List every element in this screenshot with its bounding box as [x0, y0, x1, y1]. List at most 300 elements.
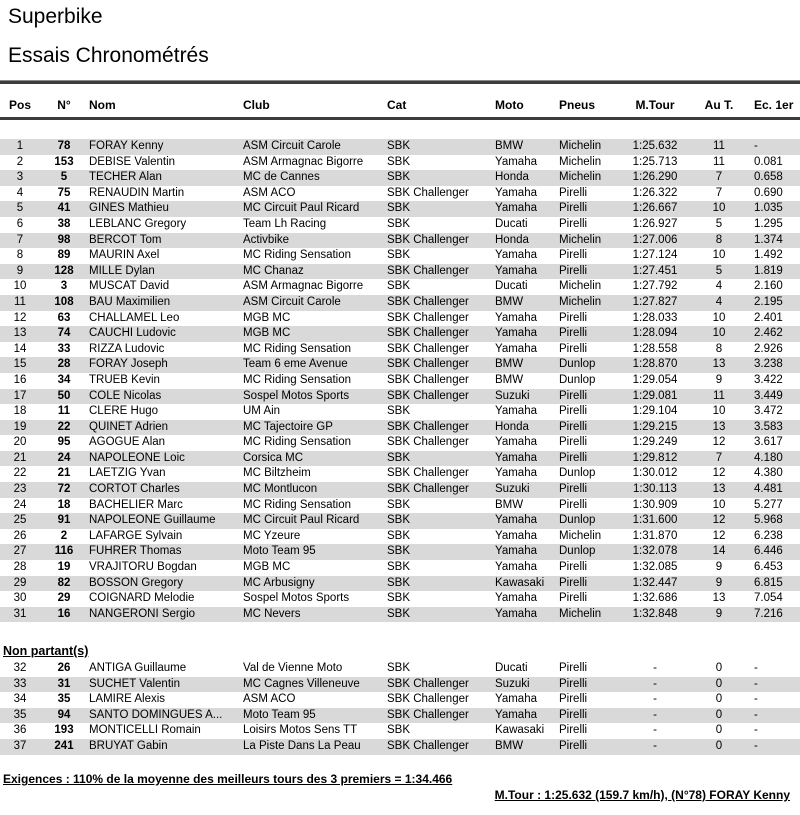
cell-ec: 1.374 — [754, 233, 783, 246]
header-row — [0, 98, 800, 119]
cell-pneus: Pirelli — [559, 451, 588, 464]
cell-pneus: Michelin — [559, 607, 602, 620]
cell-club: MC Biltzheim — [243, 467, 311, 480]
cell-nom: MONTICELLI Romain — [89, 724, 201, 737]
cell-nom: CORTOT Charles — [89, 483, 180, 496]
cell-cat: SBK — [387, 155, 411, 168]
table-row — [0, 186, 800, 202]
non-partants-label: Non partant(s) — [3, 644, 89, 658]
cell-nom: BRUYAT Gabin — [89, 739, 168, 752]
cell-club: MC Riding Sensation — [243, 436, 352, 449]
cell-num: 128 — [54, 264, 74, 277]
non-partants-table — [0, 661, 800, 755]
cell-ec: 2.926 — [754, 342, 783, 355]
col-header-pneus: Pneus — [559, 98, 596, 112]
cell-pos: 19 — [13, 420, 27, 433]
cell-num: 33 — [57, 342, 71, 355]
cell-aut: 10 — [712, 311, 726, 324]
cell-ec: 0.690 — [754, 186, 783, 199]
cell-club: ASM ACO — [243, 186, 296, 199]
cell-mtour: 1:29.812 — [632, 451, 678, 464]
cell-pneus: Dunlop — [559, 545, 596, 558]
cell-aut: 0 — [715, 662, 723, 674]
col-header-nom: Nom — [89, 98, 116, 112]
col-header-cat: Cat — [387, 98, 407, 112]
cell-pos: 34 — [13, 693, 27, 706]
cell-num: 153 — [54, 155, 74, 168]
cell-cat: SBK — [387, 662, 411, 674]
cell-pos: 32 — [13, 662, 27, 674]
cell-ec: - — [754, 693, 758, 706]
cell-mtour: 1:31.600 — [632, 514, 678, 527]
cell-nom: BOSSON Gregory — [89, 576, 183, 589]
cell-num: 19 — [57, 561, 71, 574]
cell-aut: 9 — [715, 607, 723, 620]
cell-aut: 13 — [712, 483, 726, 496]
cell-mtour: 1:28.870 — [632, 358, 678, 371]
table-header — [0, 98, 800, 120]
cell-cat: SBK — [387, 280, 411, 293]
cell-moto: Yamaha — [495, 545, 537, 558]
cell-cat: SBK Challenger — [387, 420, 469, 433]
cell-ec: 6.446 — [754, 545, 783, 558]
cell-ec: - — [754, 140, 758, 152]
cell-aut: 9 — [715, 373, 723, 386]
cell-aut: 0 — [715, 724, 723, 737]
cell-mtour: 1:26.927 — [632, 217, 678, 230]
cell-ec: 7.216 — [754, 607, 783, 620]
cell-pos: 5 — [16, 202, 24, 215]
cell-cat: SBK — [387, 498, 411, 511]
cell-num: 95 — [57, 436, 71, 449]
cell-nom: FORAY Kenny — [89, 140, 164, 152]
cell-cat: SBK — [387, 607, 411, 620]
cell-pneus: Michelin — [559, 171, 602, 184]
cell-cat: SBK — [387, 545, 411, 558]
cell-pos: 30 — [13, 592, 27, 605]
cell-club: Loisirs Motos Sens TT — [243, 724, 358, 737]
cell-nom: RENAUDIN Martin — [89, 186, 185, 199]
cell-pos: 17 — [13, 389, 27, 402]
cell-moto: Honda — [495, 420, 529, 433]
cell-pos: 2 — [16, 155, 24, 168]
cell-pneus: Michelin — [559, 295, 602, 308]
cell-moto: Yamaha — [495, 436, 537, 449]
cell-nom: DEBISE Valentin — [89, 155, 176, 168]
cell-moto: Suzuki — [495, 389, 530, 402]
cell-mtour: 1:32.686 — [632, 592, 678, 605]
cell-pos: 31 — [13, 607, 27, 620]
table-row — [0, 217, 800, 233]
cell-club: ASM Circuit Carole — [243, 295, 341, 308]
cell-ec: 3.583 — [754, 420, 783, 433]
cell-mtour: 1:32.085 — [632, 561, 678, 574]
cell-cat: SBK Challenger — [387, 327, 469, 340]
cell-club: Sospel Motos Sports — [243, 592, 350, 605]
cell-nom: LEBLANC Gregory — [89, 217, 187, 230]
cell-num: 89 — [57, 249, 71, 262]
cell-club: Activbike — [243, 233, 290, 246]
cell-nom: LAFARGE Sylvain — [89, 529, 183, 542]
col-header-mtour: M.Tour — [635, 98, 675, 112]
cell-pos: 15 — [13, 358, 27, 371]
table-row — [0, 482, 800, 498]
cell-moto: Kawasaki — [495, 724, 545, 737]
cell-pos: 6 — [16, 217, 24, 230]
cell-moto: Yamaha — [495, 249, 537, 262]
cell-pos: 13 — [13, 327, 27, 340]
cell-moto: Yamaha — [495, 693, 537, 706]
cell-club: MC Arbusigny — [243, 576, 315, 589]
cell-pneus: Pirelli — [559, 186, 588, 199]
cell-aut: 12 — [712, 436, 726, 449]
cell-pneus: Pirelli — [559, 311, 588, 324]
cell-cat: SBK — [387, 202, 411, 215]
cell-club: UM Ain — [243, 405, 281, 418]
cell-cat: SBK — [387, 514, 411, 527]
cell-num: 34 — [57, 373, 71, 386]
cell-pos: 23 — [13, 483, 27, 496]
table-row — [0, 591, 800, 607]
cell-mtour: 1:26.290 — [632, 171, 678, 184]
cell-ec: 4.180 — [754, 451, 783, 464]
table-row — [0, 389, 800, 405]
cell-moto: Honda — [495, 171, 529, 184]
cell-club: MC Nevers — [243, 607, 301, 620]
cell-club: MC Riding Sensation — [243, 373, 352, 386]
cell-pneus: Pirelli — [559, 662, 588, 674]
cell-mtour: 1:29.104 — [632, 405, 678, 418]
best-lap-note: M.Tour : 1:25.632 (159.7 km/h), (N°78) FORAY Kenny — [494, 788, 790, 802]
cell-cat: SBK Challenger — [387, 373, 469, 386]
cell-nom: COLE Nicolas — [89, 389, 162, 402]
cell-cat: SBK Challenger — [387, 342, 469, 355]
cell-ec: 4.481 — [754, 483, 783, 496]
cell-club: Moto Team 95 — [243, 545, 316, 558]
cell-cat: SBK Challenger — [387, 739, 469, 752]
table-row — [0, 311, 800, 327]
cell-cat: SBK Challenger — [387, 358, 469, 371]
cell-cat: SBK — [387, 561, 411, 574]
cell-aut: 11 — [713, 155, 725, 168]
cell-pneus: Michelin — [559, 233, 602, 246]
cell-ec: 2.195 — [754, 295, 783, 308]
cell-aut: 10 — [712, 249, 726, 262]
cell-nom: RIZZA Ludovic — [89, 342, 165, 355]
table-row — [0, 498, 800, 514]
cell-mtour: - — [653, 724, 657, 737]
cell-mtour: 1:31.870 — [632, 529, 678, 542]
cell-cat: SBK Challenger — [387, 295, 469, 308]
cell-pos: 12 — [13, 311, 27, 324]
table-row — [0, 201, 800, 217]
cell-nom: TRUEB Kevin — [89, 373, 160, 386]
cell-moto: BMW — [495, 739, 524, 752]
col-header-moto: Moto — [495, 98, 524, 112]
cell-aut: 12 — [712, 467, 726, 480]
cell-cat: SBK Challenger — [387, 708, 469, 721]
cell-pos: 36 — [13, 724, 27, 737]
cell-cat: SBK — [387, 724, 411, 737]
col-header-ec: Ec. 1er — [754, 98, 794, 112]
cell-club: MC Yzeure — [243, 529, 301, 542]
cell-pos: 18 — [13, 405, 27, 418]
cell-nom: BERCOT Tom — [89, 233, 162, 246]
cell-num: 2 — [60, 529, 68, 542]
cell-ec: 3.472 — [754, 405, 783, 418]
cell-ec: 6.238 — [754, 529, 783, 542]
cell-ec: - — [754, 662, 758, 674]
table-row — [0, 233, 800, 249]
cell-cat: SBK — [387, 451, 411, 464]
cell-pneus: Pirelli — [559, 264, 588, 277]
cell-nom: SUCHET Valentin — [89, 677, 180, 690]
cell-pos: 27 — [13, 545, 27, 558]
cell-pneus: Pirelli — [559, 420, 588, 433]
table-row — [0, 544, 800, 560]
cell-num: 11 — [57, 405, 71, 418]
cell-num: 72 — [57, 483, 71, 496]
cell-moto: Yamaha — [495, 561, 537, 574]
cell-moto: Yamaha — [495, 529, 537, 542]
results-table — [0, 139, 800, 622]
cell-moto: Kawasaki — [495, 576, 545, 589]
cell-mtour: 1:32.078 — [632, 545, 678, 558]
cell-cat: SBK — [387, 249, 411, 262]
table-row — [0, 326, 800, 342]
cell-nom: VRAJITORU Bogdan — [89, 561, 197, 574]
cell-aut: 13 — [712, 592, 726, 605]
cell-pneus: Michelin — [559, 140, 602, 152]
cell-moto: BMW — [495, 140, 524, 152]
table-row — [0, 264, 800, 280]
cell-club: MC Montlucon — [243, 483, 318, 496]
cell-pos: 28 — [13, 561, 27, 574]
top-divider — [0, 80, 800, 84]
cell-ec: 0.658 — [754, 171, 783, 184]
cell-mtour: 1:25.713 — [632, 155, 678, 168]
cell-cat: SBK — [387, 140, 411, 152]
cell-pneus: Pirelli — [559, 739, 588, 752]
table-row — [0, 170, 800, 186]
table-row — [0, 451, 800, 467]
cell-moto: BMW — [495, 498, 524, 511]
cell-pneus: Pirelli — [559, 724, 588, 737]
table-row — [0, 723, 800, 739]
col-header-aut: Au T. — [704, 98, 734, 112]
cell-aut: 11 — [713, 140, 725, 152]
col-header-num: N° — [57, 98, 71, 112]
cell-nom: TECHER Alan — [89, 171, 162, 184]
cell-num: 241 — [54, 739, 74, 752]
cell-moto: Yamaha — [495, 311, 537, 324]
cell-num: 41 — [57, 202, 71, 215]
cell-nom: CHALLAMEL Leo — [89, 311, 180, 324]
cell-moto: Yamaha — [495, 327, 537, 340]
cell-moto: Suzuki — [495, 483, 530, 496]
cell-pneus: Dunlop — [559, 358, 596, 371]
cell-aut: 9 — [715, 576, 723, 589]
cell-cat: SBK — [387, 171, 411, 184]
cell-pneus: Pirelli — [559, 483, 588, 496]
cell-mtour: 1:27.827 — [632, 295, 678, 308]
cell-pos: 4 — [16, 186, 24, 199]
cell-ec: 6.453 — [754, 561, 783, 574]
cell-pneus: Michelin — [559, 529, 602, 542]
cell-ec: 0.081 — [754, 155, 783, 168]
cell-moto: Yamaha — [495, 708, 537, 721]
cell-cat: SBK Challenger — [387, 436, 469, 449]
cell-cat: SBK Challenger — [387, 264, 469, 277]
cell-aut: 9 — [715, 561, 723, 574]
cell-ec: 1.295 — [754, 217, 783, 230]
cell-ec: 6.815 — [754, 576, 783, 589]
cell-ec: 5.968 — [754, 514, 783, 527]
cell-mtour: - — [653, 708, 657, 721]
cell-aut: 12 — [712, 529, 726, 542]
cell-moto: BMW — [495, 358, 524, 371]
cell-club: ASM Circuit Carole — [243, 140, 341, 152]
cell-pneus: Pirelli — [559, 436, 588, 449]
cell-nom: CLERE Hugo — [89, 405, 159, 418]
cell-num: 35 — [57, 693, 71, 706]
cell-nom: CAUCHI Ludovic — [89, 327, 176, 340]
table-row — [0, 404, 800, 420]
cell-pneus: Pirelli — [559, 389, 588, 402]
cell-cat: SBK — [387, 576, 411, 589]
table-row — [0, 692, 800, 708]
cell-pos: 10 — [13, 280, 27, 293]
cell-num: 74 — [57, 327, 71, 340]
cell-moto: Yamaha — [495, 592, 537, 605]
cell-num: 16 — [57, 607, 71, 620]
cell-aut: 11 — [713, 389, 725, 402]
cell-mtour: 1:29.215 — [632, 420, 678, 433]
cell-moto: Suzuki — [495, 677, 530, 690]
cell-ec: - — [754, 677, 758, 690]
table-row — [0, 279, 800, 295]
cell-aut: 7 — [715, 171, 723, 184]
cell-num: 28 — [57, 358, 71, 371]
table-row — [0, 513, 800, 529]
cell-pneus: Pirelli — [559, 405, 588, 418]
cell-moto: Yamaha — [495, 514, 537, 527]
cell-moto: Yamaha — [495, 405, 537, 418]
cell-num: 29 — [57, 592, 71, 605]
cell-aut: 5 — [715, 264, 723, 277]
cell-pos: 14 — [13, 342, 27, 355]
cell-mtour: 1:28.033 — [632, 311, 678, 324]
table-row — [0, 739, 800, 755]
cell-aut: 10 — [712, 202, 726, 215]
cell-moto: Ducati — [495, 662, 528, 674]
cell-aut: 0 — [715, 739, 723, 752]
table-row — [0, 677, 800, 693]
table-row — [0, 139, 800, 155]
cell-ec: 7.054 — [754, 592, 783, 605]
cell-aut: 13 — [712, 420, 726, 433]
cell-aut: 8 — [715, 342, 723, 355]
cell-ec: 3.617 — [754, 436, 783, 449]
cell-mtour: 1:27.792 — [632, 280, 678, 293]
cell-pos: 20 — [13, 436, 27, 449]
table-row — [0, 373, 800, 389]
cell-cat: SBK — [387, 592, 411, 605]
requirements-note: Exigences : 110% de la moyenne des meilleurs tours des 3 premiers = 1:34.466 — [3, 772, 453, 786]
table-row — [0, 708, 800, 724]
cell-num: 21 — [57, 467, 71, 480]
cell-mtour: - — [653, 739, 657, 752]
cell-mtour: 1:26.667 — [632, 202, 678, 215]
cell-mtour: 1:30.113 — [633, 483, 677, 496]
cell-moto: BMW — [495, 295, 524, 308]
cell-pneus: Pirelli — [559, 708, 588, 721]
cell-cat: SBK Challenger — [387, 467, 469, 480]
cell-cat: SBK — [387, 529, 411, 542]
cell-club: MC Chanaz — [243, 264, 304, 277]
cell-aut: 10 — [712, 405, 726, 418]
cell-nom: BAU Maximilien — [89, 295, 171, 308]
cell-club: MC de Cannes — [243, 171, 320, 184]
cell-pos: 25 — [13, 514, 27, 527]
cell-aut: 10 — [712, 327, 726, 340]
cell-cat: SBK Challenger — [387, 233, 469, 246]
cell-moto: Yamaha — [495, 186, 537, 199]
cell-moto: Ducati — [495, 217, 528, 230]
cell-club: MC Cagnes Villeneuve — [243, 677, 360, 690]
cell-nom: BACHELIER Marc — [89, 498, 183, 511]
cell-cat: SBK Challenger — [387, 311, 469, 324]
cell-nom: FORAY Joseph — [89, 358, 168, 371]
cell-pneus: Pirelli — [559, 327, 588, 340]
cell-num: 38 — [57, 217, 71, 230]
page-title: Superbike — [8, 5, 103, 28]
cell-mtour: 1:27.006 — [632, 233, 678, 246]
cell-cat: SBK — [387, 405, 411, 418]
cell-mtour: 1:27.124 — [632, 249, 678, 262]
cell-pneus: Pirelli — [559, 561, 588, 574]
cell-mtour: 1:28.558 — [632, 342, 678, 355]
cell-num: 75 — [57, 186, 71, 199]
cell-aut: 7 — [715, 186, 723, 199]
cell-ec: 1.819 — [754, 264, 783, 277]
table-row — [0, 435, 800, 451]
cell-moto: Yamaha — [495, 607, 537, 620]
cell-pneus: Michelin — [559, 280, 602, 293]
cell-ec: 5.277 — [754, 498, 783, 511]
cell-aut: 5 — [715, 217, 723, 230]
cell-mtour: 1:32.447 — [632, 576, 678, 589]
cell-mtour: - — [653, 662, 657, 674]
cell-club: ASM Armagnac Bigorre — [243, 280, 364, 293]
cell-cat: SBK Challenger — [387, 483, 469, 496]
cell-moto: Yamaha — [495, 264, 537, 277]
cell-club: MC Riding Sensation — [243, 498, 352, 511]
table-row — [0, 560, 800, 576]
table-row — [0, 342, 800, 358]
cell-pneus: Pirelli — [559, 576, 588, 589]
cell-moto: BMW — [495, 373, 524, 386]
cell-moto: Honda — [495, 233, 529, 246]
cell-pos: 24 — [13, 498, 27, 511]
cell-nom: COIGNARD Melodie — [89, 592, 195, 605]
cell-cat: SBK Challenger — [387, 693, 469, 706]
cell-moto: Yamaha — [495, 155, 537, 168]
cell-aut: 4 — [715, 280, 723, 293]
cell-mtour: 1:26.322 — [632, 186, 678, 199]
cell-nom: AGOGUE Alan — [89, 436, 166, 449]
cell-moto: Yamaha — [495, 467, 537, 480]
